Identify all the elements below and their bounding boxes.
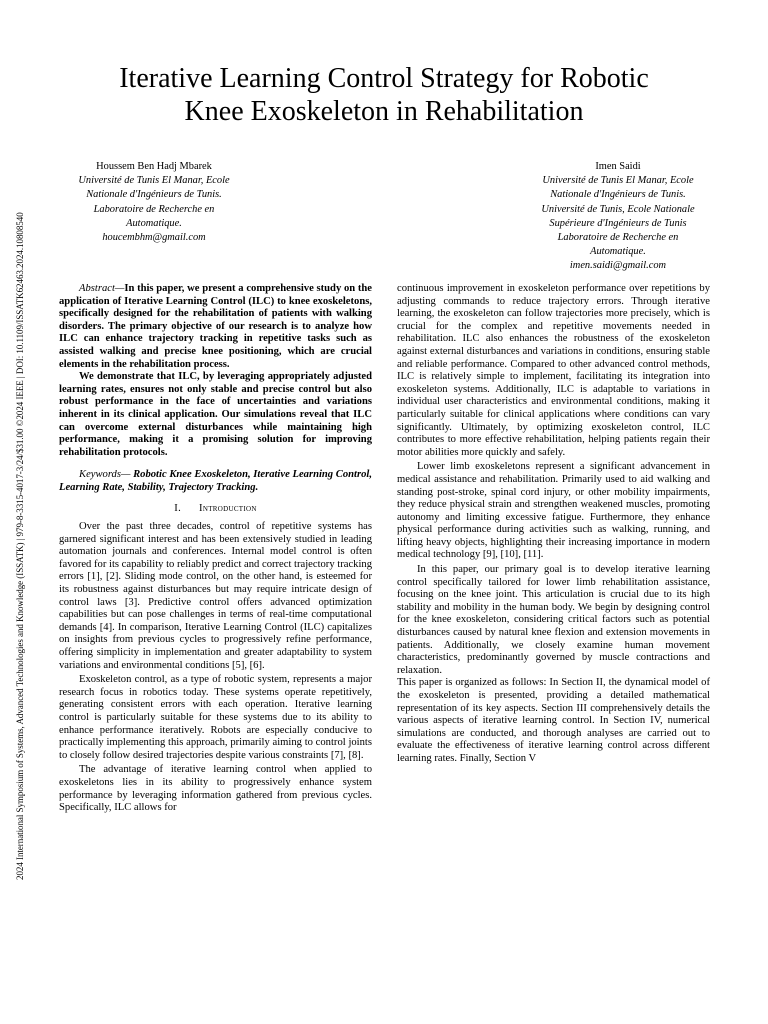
author-affiliation: Supérieure d'Ingénieurs de Tunis [549,217,687,229]
paper-title-line-1: Iterative Learning Control Strategy for Robotic [119,63,649,94]
section-number: I. [174,502,182,514]
intro-paragraph-2: Exoskeleton control, as a type of robotic system, represents a major research focus in robotics today. These systems operate repetitively, generating consistent errors with each operation. Iterative learning control is particularly suitable for these systems due to its ability to enhance performance iteratively. Robots are especially conducive to practically implementing this approach, primarily aiming to control joints to closely follow desired trajectories despite various constraints [7], [8]. [59,674,372,761]
abstract-paragraph-1 [59,283,372,371]
paper-title-line-2: Knee Exoskeleton in Rehabilitation [184,96,584,127]
author-affiliation: Université de Tunis El Manar, Ecole [542,175,694,187]
keywords [59,469,372,494]
intro-paragraph-1: Over the past three decades, control of repetitive systems has garnered significant interest and has been extensively studied in leading automation journals and conferences. Internal model control is often favored for its capability to reliably predict and correct trajectory tracking errors [1], [2]. Sliding mode control, on the other hand, is esteemed for its robustness against disturbances but may require intricate design of control laws [3]. Predictive control offers advanced optimization capabilities but can pose challenges in terms of real-time computational demands [4]. In comparison, Iterative Learning Control (ILC) capitalizes on insights from previous cycles to progressively refine performance, offering simplicity in implementation and greater adaptability to system variations and environmental conditions [5], [6]. [59,521,372,671]
author-affiliation: Nationale d'Ingénieurs de Tunis. [86,189,222,201]
author-affiliation: Nationale d'Ingénieurs de Tunis. [550,189,686,201]
author-affiliation: Laboratoire de Recherche en [93,203,215,215]
author-affiliation: Automatique. [590,246,646,258]
author-block-1 [55,160,253,245]
author-name: Houssem Ben Hadj Mbarek [96,161,212,172]
author-affiliation: Université de Tunis El Manar, Ecole [78,175,230,187]
abstract-lead: Abstract— [79,283,125,294]
intro-paragraph-7: This paper is organized as follows: In Section II, the dynamical model of the exoskeleton is presented, providing a detailed mathematical representation of its key aspects. Section III comprehensively details the various aspects of iterative learning control. In Section IV, numerical simulations are conducted, and thorough analyses are carried out to evaluate the effectiveness of iterative learning control across different learning rates. Finally, Section V [397,677,710,764]
right-column [397,283,710,766]
keywords-lead: Keywords— [79,469,131,481]
author-affiliation: Laboratoire de Recherche en [557,232,679,244]
author-affiliation: Automatique. [126,217,182,229]
intro-paragraph-5: Lower limb exoskeletons represent a significant advancement in medical assistance and rehabilitation. Primarily used to aid walking and standing post-stroke, spinal cord injury, or other mobility impairments, they reduce physical strain and strengthen weakened muscles, promoting autonomy and limiting excessive fatigue. Furthermore, they enhance physical performance during activities such as walking, running, and lifting heavy objects, highlighting their increasing importance in modern medical technology [9], [10], [11]. [397,461,710,561]
paper-title [40,62,728,128]
abstract-paragraph-2: We demonstrate that ILC, by leveraging appropriately adjusted learning rates, ensures not only stable and precise control but also robust performance in the face of uncertainties and variations inherent in its clinical application. Our simulations reveal that ILC can overcome external disturbances while maintaining high performance, making it a promising solution for improving rehabilitation protocols. [59,371,372,458]
author-name: Imen Saidi [595,161,641,172]
author-email: imen.saidi@gmail.com [569,260,667,272]
intro-paragraph-4: continuous improvement in exoskeleton performance over repetitions by adjusting commands to reduce trajectory errors. Through iterative learning, the exoskeleton can follow trajectories more precisely, which is crucial for the complex and repetitive movements needed in rehabilitation. ILC also enhances the robustness of the exoskeleton against external disturbances and variations in conditions, ensuring stable and reliable performance. Compared to other advanced control methods, ILC is relatively simple to implement, facilitating its integration into exoskeleton systems. Additionally, ILC is adaptable to variations in individual user characteristics and environmental conditions, making it particularly suitable for clinical applications where conditions can vary significantly. Ultimately, by optimizing exoskeleton control, ILC contributes to more effective rehabilitation, helping patients regain their motor abilities more quickly and safely. [397,283,710,458]
section-title: Introduction [199,502,257,514]
left-column [59,283,372,815]
intro-paragraph-6: In this paper, our primary goal is to develop iterative learning control specifically tailored for lower limb rehabilitation assistance, focusing on the knee joint. This articulation is crucial due to its high stability and mobility in the human body. We begin by designing control for the knee exoskeleton, considering critical factors such as potential disturbances caused by natural knee flexion and extension movements in patients. Additionally, we closely examine human movement characteristics, predominantly governed by muscle contractions and relaxation. [397,564,710,676]
author-affiliation: Université de Tunis, Ecole Nationale [541,203,695,215]
intro-paragraph-3: The advantage of iterative learning control when applied to exoskeletons lies in its ability to progressively enhance system performance by leveraging information gathered from previous cycles. Specifically, ILC allows for [59,764,372,814]
author-block-2 [520,160,716,274]
abstract-text-1: In this paper, we present a comprehensive study on the application of Iterative Learning Control (ILC) to knee exoskeletons, specifically designed for the rehabilitation of patients with walking disorders. The primary objective of our research is to analyze how ILC can enhance trajectory tracking in repetitive tasks such as assisted walking and precise knee positioning, which are crucial elements in the rehabilitation process. [59,283,372,370]
section-heading-introduction [59,503,372,516]
ieee-citation-sidebar: 2024 International Symposium of Systems, Advanced Technologies and Knowledge (ISSATK) | 979-8-3315-4017-3/24/$31.00 ©2024 IEEE | DOI: 10.1109/ISSATK62463.2024.10808540 [15,212,25,880]
abstract [59,283,372,459]
author-email: houcembhm@gmail.com [102,232,206,244]
keywords-text: Robotic Knee Exoskeleton, Iterative Learning Control, Learning Rate, Stability, Trajectory Tracking. [59,469,372,493]
